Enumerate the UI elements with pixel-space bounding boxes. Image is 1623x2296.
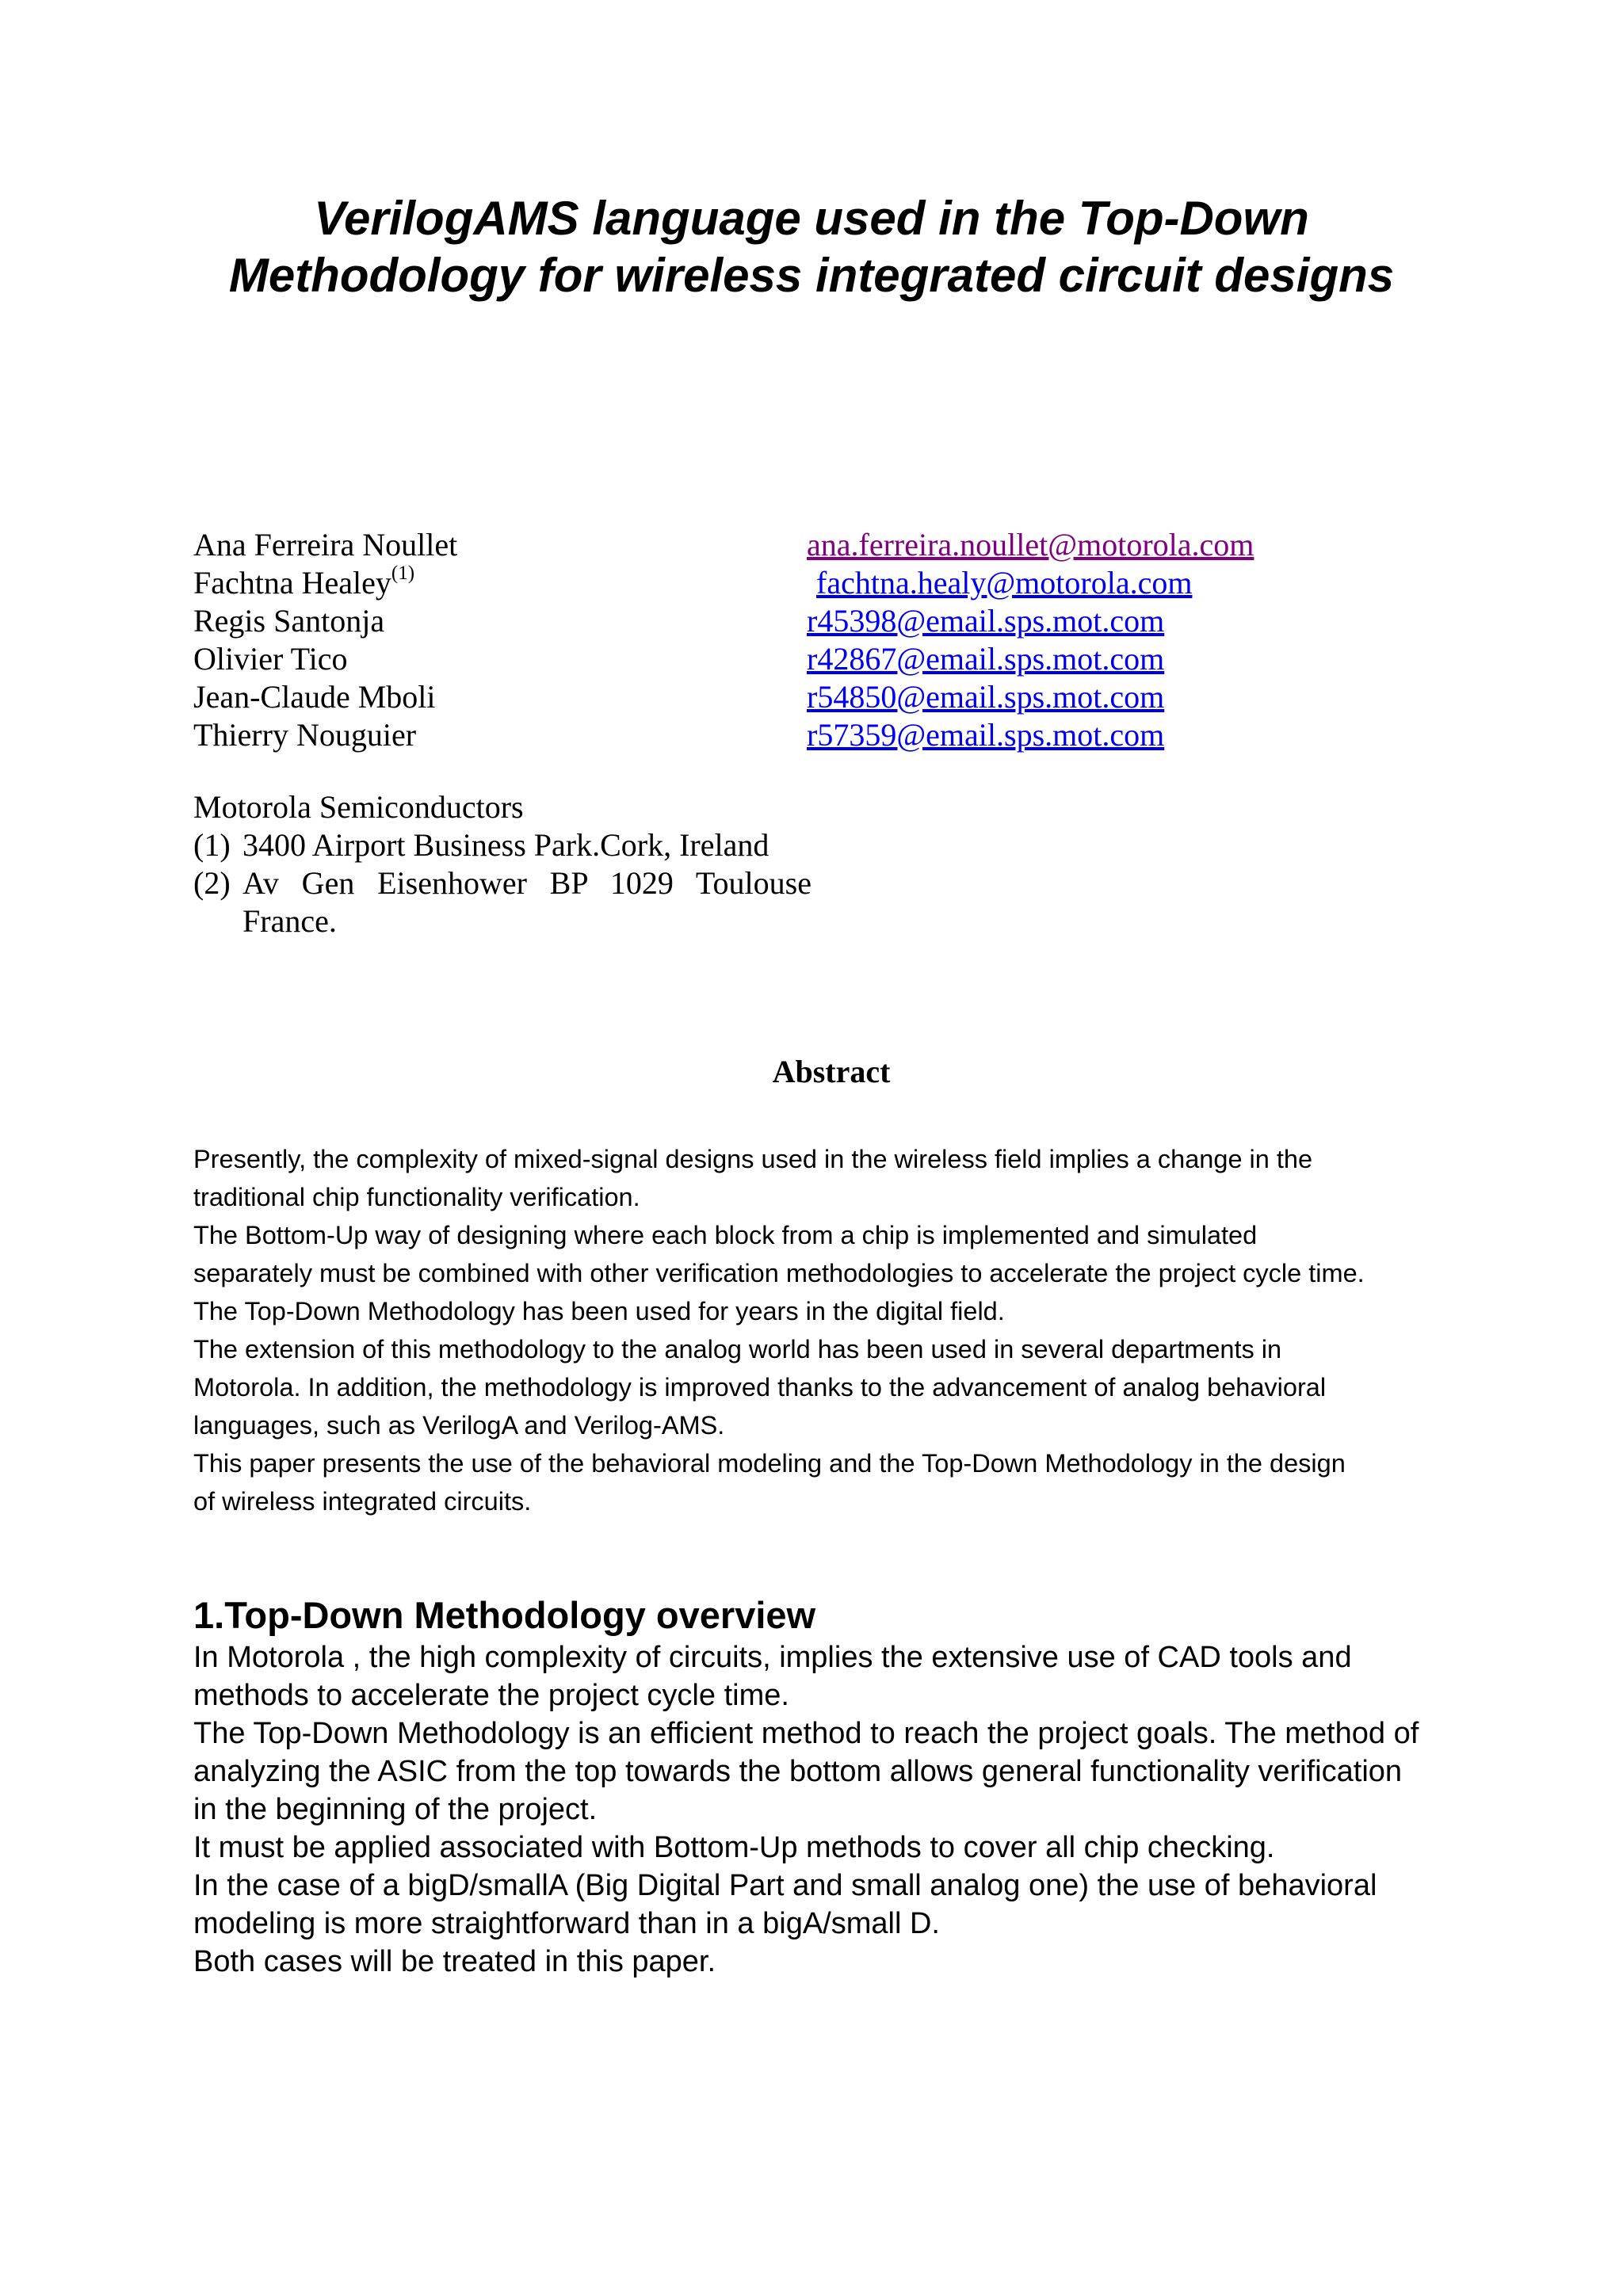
affiliation-marker: (1)	[391, 563, 415, 584]
abstract-line: traditional chip functionality verification.	[193, 1183, 640, 1211]
author-name: Thierry Nouguier	[193, 717, 417, 753]
abstract-heading: Abstract	[772, 1054, 891, 1089]
abstract-line: languages, such as VerilogA and Verilog-AMS.	[193, 1411, 725, 1440]
section-line: modeling is more straightforward than in a bigA/small D.	[193, 1907, 940, 1940]
abstract-line: This paper presents the use of the behavioral modeling and the Top-Down Methodology in the design	[193, 1449, 1346, 1478]
author-email-link[interactable]: fachtna.healy@motorola.com	[816, 565, 1193, 601]
address-text: 3400 Airport Business Park.Cork, Ireland	[242, 827, 769, 863]
author-email-link[interactable]: ana.ferreira.noullet@motorola.com	[807, 527, 1254, 563]
address-item	[193, 826, 812, 864]
section-body	[193, 1638, 1477, 1981]
section-line: in the beginning of the project.	[193, 1793, 598, 1826]
section-line: In Motorola , the high complexity of circuits, implies the extensive use of CAD tools and	[193, 1641, 1352, 1674]
abstract-line: of wireless integrated circuits.	[193, 1487, 532, 1516]
author-name: Olivier Tico	[193, 641, 348, 677]
abstract-line: Motorola. In addition, the methodology is improved thanks to the advancement of analog behavioral	[193, 1373, 1327, 1402]
abstract-line: The extension of this methodology to the analog world has been used in several departments in	[193, 1335, 1282, 1363]
abstract-line: The Bottom-Up way of designing where each block from a chip is implemented and simulated	[193, 1221, 1258, 1249]
author-email-link[interactable]: r45398@email.sps.mot.com	[807, 603, 1165, 639]
author-email-link[interactable]: r57359@email.sps.mot.com	[807, 717, 1165, 753]
address-continuation: France.	[242, 903, 337, 939]
section-line: It must be applied associated with Bottom-Up methods to cover all chip checking.	[193, 1831, 1275, 1864]
author-email-link[interactable]: r42867@email.sps.mot.com	[807, 641, 1165, 677]
address-number: (2)	[193, 865, 231, 901]
author-list	[193, 526, 748, 754]
abstract-body	[193, 1140, 1461, 1520]
section-line: Both cases will be treated in this paper.	[193, 1945, 716, 1978]
address-text: Av Gen Eisenhower BP 1029 Toulouse	[242, 865, 812, 901]
abstract-line: Presently, the complexity of mixed-signal designs used in the wireless field implies a change in the	[193, 1145, 1313, 1173]
author-email-link[interactable]: r54850@email.sps.mot.com	[807, 679, 1165, 715]
affiliation-block	[193, 788, 812, 940]
section-line: The Top-Down Methodology is an efficient method to reach the project goals. The method of	[193, 1717, 1419, 1750]
email-list	[807, 526, 1520, 754]
section-line: analyzing the ASIC from the top towards the bottom allows general functionality verification	[193, 1755, 1403, 1788]
author-name: Ana Ferreira Noullet	[193, 527, 458, 563]
title-line-2: Methodology for wireless integrated circuit designs	[228, 249, 1395, 302]
section-heading: 1.Top-Down Methodology overview	[193, 1594, 816, 1636]
address-item	[193, 864, 812, 902]
author-name: Jean-Claude Mboli	[193, 679, 436, 715]
author-name: Fachtna Healey$^{(1)}$	[193, 563, 415, 601]
abstract-line: The Top-Down Methodology has been used for years in the digital field.	[193, 1297, 1005, 1325]
author-name: Regis Santonja	[193, 603, 385, 639]
paper-title	[0, 190, 1623, 304]
address-number: (1)	[193, 827, 231, 863]
company-name: Motorola Semiconductors	[193, 789, 524, 825]
abstract-line: separately must be combined with other verification methodologies to accelerate the project cycle time.	[193, 1259, 1365, 1287]
section-line: methods to accelerate the project cycle time.	[193, 1679, 789, 1712]
section-line: In the case of a bigD/smallA (Big Digital Part and small analog one) the use of behavioral	[193, 1869, 1377, 1902]
title-line-1: VerilogAMS language used in the Top-Down	[314, 192, 1309, 245]
